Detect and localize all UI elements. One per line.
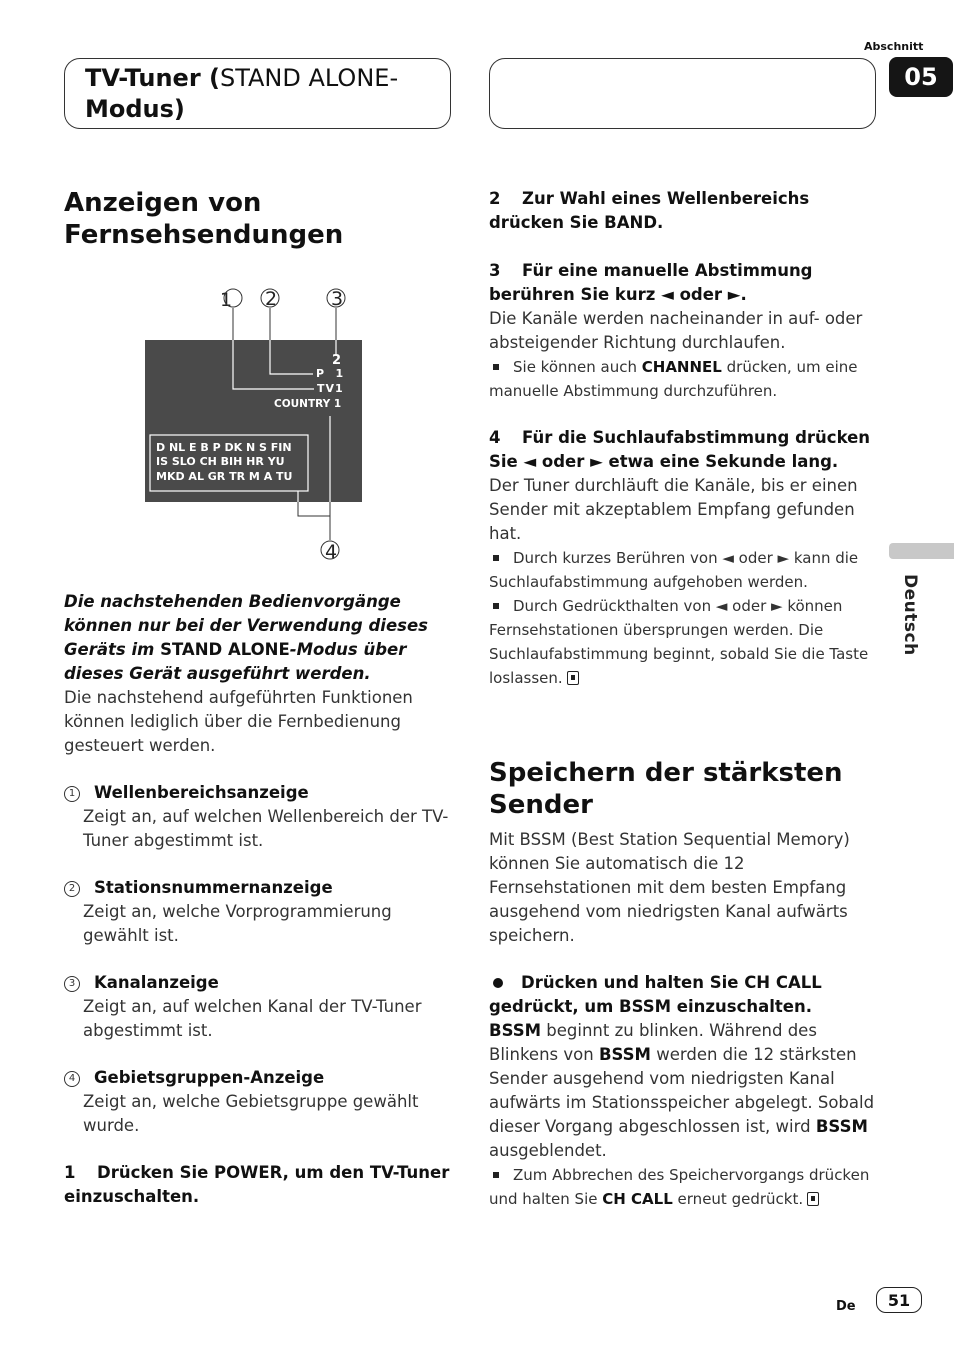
chapter-title: TV-Tuner (STAND ALONE- Modus) (85, 64, 399, 123)
lcd-band-indicator: 2 (332, 353, 342, 368)
language-side-label: Deutsch (900, 574, 920, 656)
footer-lang: De (836, 1299, 856, 1314)
lcd-region-row-3: MKD AL GR TR M A TU (156, 470, 293, 483)
step-2: 2 Zur Wahl eines Wellenbereichs drücken Sie BAND. (489, 189, 810, 232)
lcd-preset: P 1 (316, 367, 344, 380)
item-2-title: 2 Stationsnummernanzeige (64, 876, 452, 900)
heading-bssm: Speichern der stärksten Sender (489, 758, 843, 820)
bssm-cancel-note: Zum Abbrechen des Speichervorgangs drücken und halten Sie CH CALL erneut gedrückt. (489, 1166, 870, 1208)
left-body (64, 590, 452, 1209)
lcd-region-row-2: IS SLO CH BIH HR YU (156, 455, 285, 468)
item-1-title: 1 Wellenbereichsanzeige (64, 781, 452, 805)
item-2-text: Zeigt an, welche Vorprogrammierung gewählt ist. (83, 902, 392, 945)
callout-2: 2 (264, 288, 278, 310)
heading-display: Anzeigen von Fernsehsendungen (64, 188, 344, 250)
callout-3: 3 (330, 288, 344, 310)
intro-italic: Die nachstehenden Bedienvorgänge können nur bei der Verwendung dieses Geräts im STAND ALONE-Modus über dieses Gerät ausgeführt werden. (64, 592, 428, 683)
language-tab (889, 543, 954, 559)
item-3-text: Zeigt an, auf welchen Kanal der TV-Tuner abgestimmt ist. (83, 997, 422, 1040)
item-1-text: Zeigt an, auf welchen Wellenbereich der TV-Tuner abgestimmt ist. (83, 807, 449, 850)
step-1: 1 Drücken Sie POWER, um den TV-Tuner einzuschalten. (64, 1163, 450, 1206)
bssm-bullet-title: Drücken und halten Sie CH CALL gedrückt, um BSSM einzuschalten. (489, 973, 822, 1016)
end-mark-icon (567, 671, 579, 685)
bssm-description: BSSM beginnt zu blinken. Während des Blinkens von BSSM werden die 12 stärksten Sender ausgehend vom niedrigsten Kanal aufwärts im Stationsspeicher abgelegt. Sobald dieser Vorgang abgeschlossen ist, wird BSSM ausgeblendet. (489, 1021, 875, 1160)
display-diagram (140, 282, 370, 572)
section-number-badge: 05 (889, 57, 953, 97)
step-3-text: Die Kanäle werden nacheinander in auf- oder absteigender Richtung durchlaufen. (489, 309, 863, 352)
lcd-region-row-1: D NL E B P DK N S FIN (156, 441, 292, 454)
lcd-country: COUNTRY 1 (274, 398, 342, 410)
step-4-title: 4 Für die Suchlaufabstimmung drücken Sie ◄ oder ► etwa eine Sekunde lang. (489, 428, 871, 471)
item-3-title: 3 Kanalanzeige (64, 971, 452, 995)
bullet-icon (493, 978, 503, 988)
intro-text: Die nachstehend aufgeführten Funktionen können lediglich über die Fernbedienung gesteuert werden. (64, 688, 413, 755)
page-number: 51 (876, 1287, 922, 1313)
header-empty-box (489, 58, 876, 129)
bssm-body (489, 828, 877, 1211)
item-4-text: Zeigt an, welche Gebietsgruppe gewählt wurde. (83, 1092, 419, 1135)
step-4-note-1: Durch kurzes Berühren von ◄ oder ► kann die Suchlaufabstimmung aufgehoben werden. (489, 549, 859, 591)
step-4-text: Der Tuner durchläuft die Kanäle, bis er einen Sender mit akzeptablem Empfang gefunden hat. (489, 476, 858, 543)
item-4-title: 4 Gebietsgruppen-Anzeige (64, 1066, 452, 1090)
end-mark-icon (807, 1192, 819, 1206)
section-label: Abschnitt (864, 40, 924, 53)
bssm-intro: Mit BSSM (Best Station Sequential Memory) können Sie automatisch die 12 Fernsehstationen mit dem besten Empfang ausgehend vom niedrigsten Kanal aufwärts speichern. (489, 830, 850, 945)
callout-4: 4 (324, 541, 338, 563)
step-4-note-2: Durch Gedrückthalten von ◄ oder ► können Fernsehstationen übersprungen werden. Die Suchlaufabstimmung beginnt, sobald Sie die Taste loslassen. (489, 597, 869, 687)
step-3-title: 3 Für eine manuelle Abstimmung berühren Sie kurz ◄ oder ►. (489, 261, 813, 304)
header-title-box (64, 58, 451, 129)
lcd-tv-band: TV1 (317, 382, 344, 395)
callout-1: 1 (219, 289, 233, 311)
step-3-note: Sie können auch CHANNEL drücken, um eine manuelle Abstimmung durchzuführen. (489, 358, 858, 400)
right-body (489, 187, 877, 690)
